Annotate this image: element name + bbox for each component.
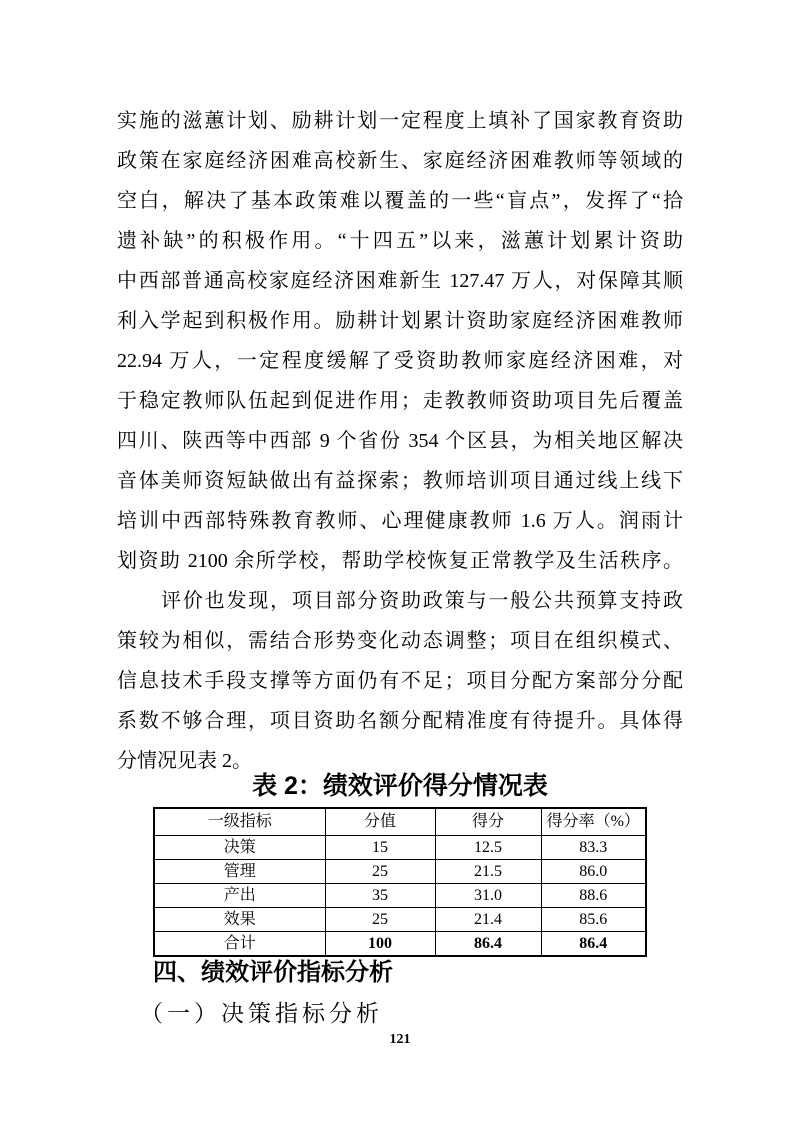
body-line: 22.94 万人，一定程度缓解了受资助教师家庭经济困难，对 <box>117 350 683 372</box>
table-cell: 100 <box>325 932 435 957</box>
section-heading: 四、绩效评价指标分析 <box>153 959 393 986</box>
body-line: 划资助 2100 余所学校，帮助学校恢复正常教学及生活秩序。 <box>117 550 683 572</box>
table-cell: 83.3 <box>541 836 646 860</box>
table-cell: 21.5 <box>435 860 541 884</box>
table-cell: 12.5 <box>435 836 541 860</box>
table-header-cell: 分值 <box>325 808 435 836</box>
body-line: 评价也发现，项目部分资助政策与一般公共预算支持政 <box>161 590 683 612</box>
body-line: 政策在家庭经济困难高校新生、家庭经济困难教师等领域的 <box>117 150 683 172</box>
table-cell: 86.4 <box>541 932 646 957</box>
table-header-cell: 一级指标 <box>154 808 325 836</box>
score-table <box>153 807 647 957</box>
subsection-heading: （一）决策指标分析 <box>140 1001 383 1026</box>
table-row <box>154 884 646 908</box>
table-cell: 15 <box>325 836 435 860</box>
table-cell: 25 <box>325 908 435 932</box>
table-cell: 效果 <box>154 908 325 932</box>
table-cell: 86.0 <box>541 860 646 884</box>
table-row <box>154 908 646 932</box>
table-title: 表 2：绩效评价得分情况表 <box>252 772 548 800</box>
page-number: 121 <box>389 1032 411 1047</box>
body-line: 策较为相似，需结合形势变化动态调整；项目在组织模式、 <box>117 630 683 652</box>
table-cell: 85.6 <box>541 908 646 932</box>
table-cell: 31.0 <box>435 884 541 908</box>
body-text <box>117 101 683 781</box>
body-line: 信息技术手段支撑等方面仍有不足；项目分配方案部分分配 <box>117 670 683 692</box>
table-cell: 产出 <box>154 884 325 908</box>
table-cell: 88.6 <box>541 884 646 908</box>
body-line: 四川、陕西等中西部 9 个省份 354 个区县，为相关地区解决 <box>117 430 683 452</box>
table-row <box>154 860 646 884</box>
body-line: 实施的滋蕙计划、励耕计划一定程度上填补了国家教育资助 <box>117 110 683 132</box>
table-header-row <box>154 808 646 836</box>
body-line: 系数不够合理，项目资助名额分配精准度有待提升。具体得 <box>117 710 683 732</box>
table-cell: 35 <box>325 884 435 908</box>
body-line: 于稳定教师队伍起到促进作用；走教教师资助项目先后覆盖 <box>117 390 683 412</box>
body-line: 分情况见表 2。 <box>117 750 252 772</box>
body-line: 利入学起到积极作用。励耕计划累计资助家庭经济困难教师 <box>117 310 683 332</box>
table-cell: 25 <box>325 860 435 884</box>
table-header-cell: 得分 <box>435 808 541 836</box>
body-line: 空白，解决了基本政策难以覆盖的一些“盲点”，发挥了“拾 <box>117 190 683 212</box>
body-line: 音体美师资短缺做出有益探索；教师培训项目通过线上线下 <box>117 470 683 492</box>
table-row <box>154 836 646 860</box>
table-row <box>154 932 646 957</box>
table-cell: 管理 <box>154 860 325 884</box>
body-line: 中西部普通高校家庭经济困难新生 127.47 万人，对保障其顺 <box>117 270 683 292</box>
body-line: 遗补缺”的积极作用。“十四五”以来，滋蕙计划累计资助 <box>117 230 683 252</box>
table-cell: 86.4 <box>435 932 541 957</box>
table-cell: 决策 <box>154 836 325 860</box>
table-cell: 合计 <box>154 932 325 957</box>
table-cell: 21.4 <box>435 908 541 932</box>
body-line: 培训中西部特殊教育教师、心理健康教师 1.6 万人。润雨计 <box>117 510 683 532</box>
table-header-cell: 得分率（%） <box>541 808 646 836</box>
